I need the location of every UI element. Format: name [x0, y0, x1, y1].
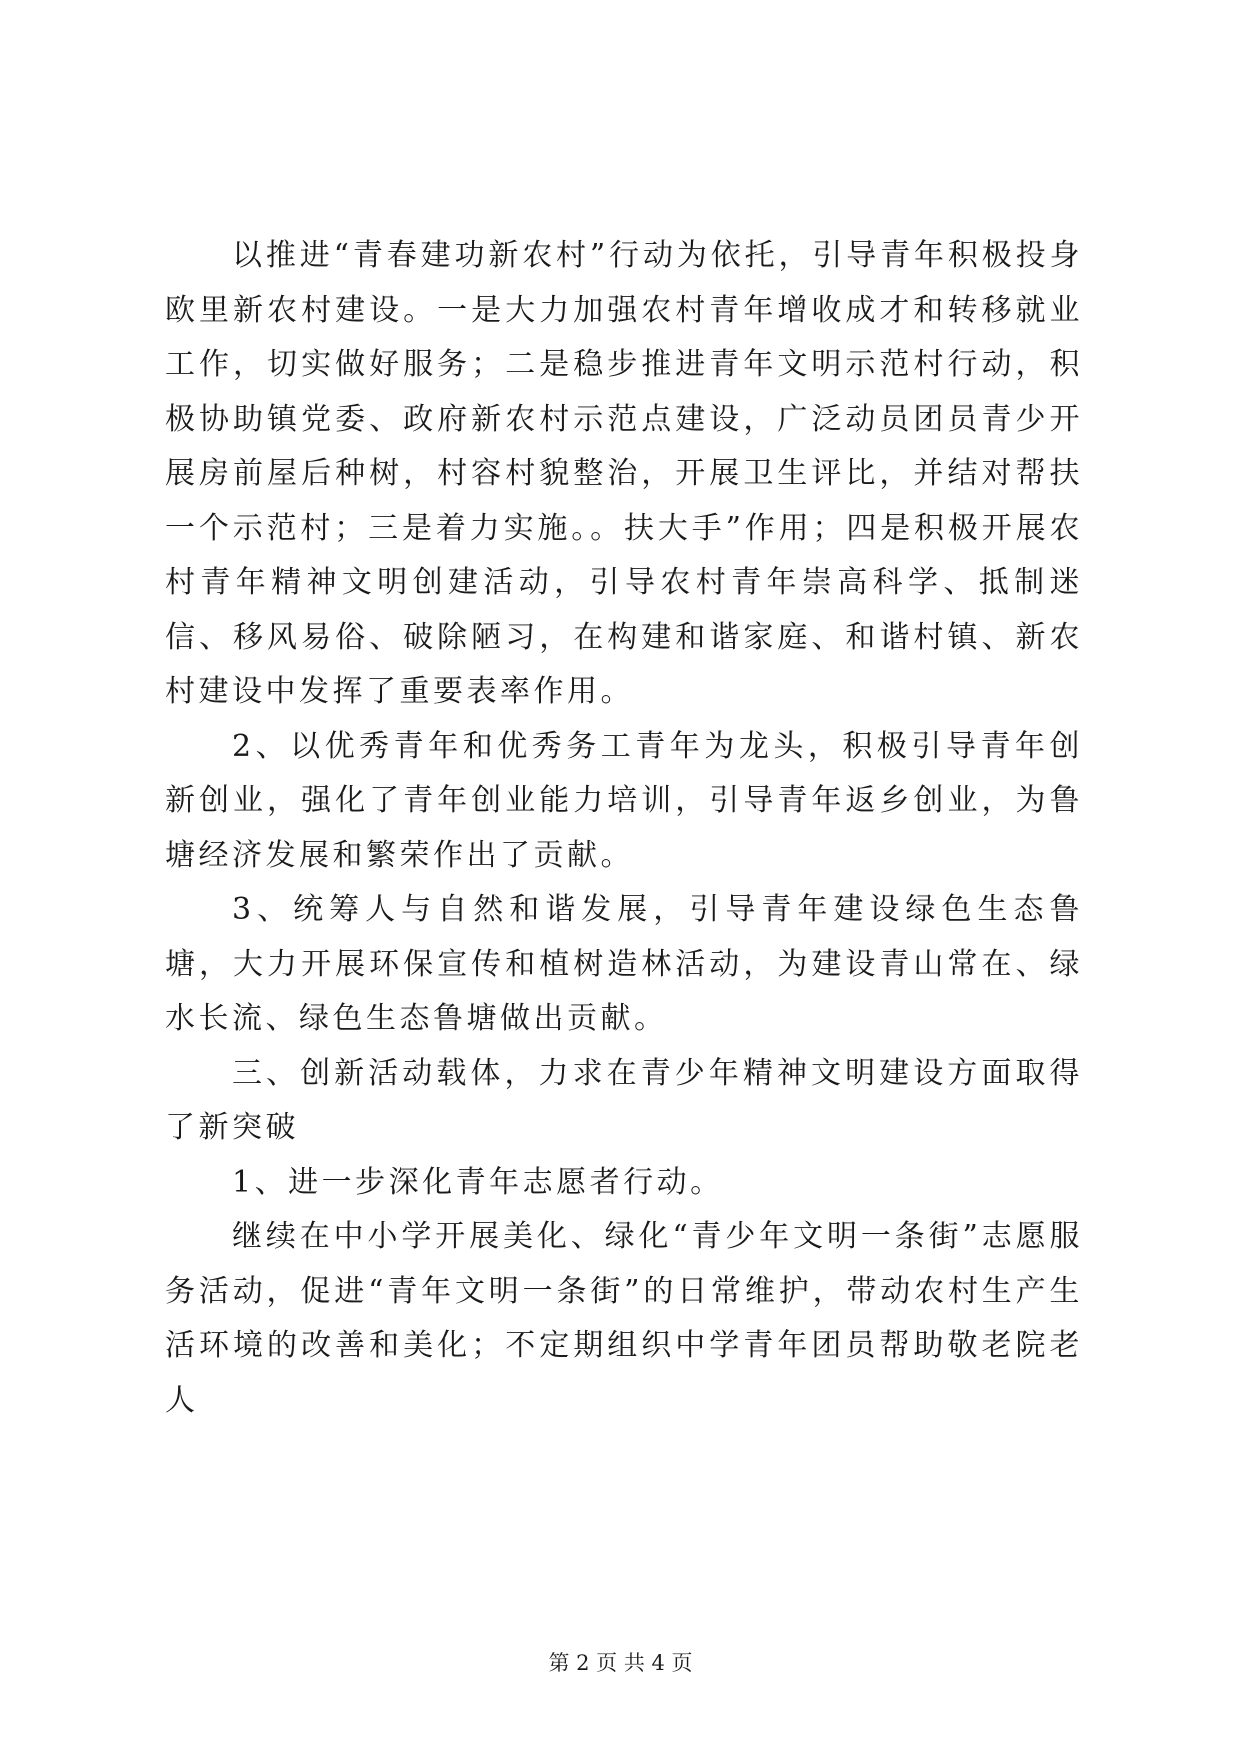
- paragraph: 继续在中小学开展美化、绿化“青少年文明一条街”志愿服务活动，促进“青年文明一条街”的日常维护，带动农村生产生活环境的改善和美化；不定期组织中学青年团员帮助敬老院老人: [165, 1219, 1083, 1418]
- paragraph: 3、统筹人与自然和谐发展，引导青年建设绿色生态鲁塘，大力开展环保宣传和植树造林活动，为建设青山常在、绿水长流、绿色生态鲁塘做出贡献。: [165, 892, 1083, 1036]
- document-body: [165, 229, 1083, 1428]
- page-number-footer: 第 2 页 共 4 页: [548, 1651, 693, 1675]
- section-heading: 三、创新活动载体，力求在青少年精神文明建设方面取得了新突破: [165, 1055, 1083, 1145]
- subsection-heading: 1、进一步深化青年志愿者行动。: [232, 1164, 724, 1200]
- paragraph: 以推进“青春建功新农村”行动为依托，引导青年积极投身欧里新农村建设。一是大力加强农村青年增收成才和转移就业工作，切实做好服务；二是稳步推进青年文明示范村行动，积极协助镇党委、政府新农村示范点建设，广泛动员团员青少开展房前屋后种树，村容村貌整治，开展卫生评比，并结对帮扶一个示范村；三是着力实施。。扶大手”作用；四是积极开展农村青年精神文明创建活动，引导农村青年崇高科学、抵制迷信、移风易俗、破除陋习，在构建和谐家庭、和谐村镇、新农村建设中发挥了重要表率作用。: [165, 238, 1083, 709]
- paragraph: 2、以优秀青年和优秀务工青年为龙头，积极引导青年创新创业，强化了青年创业能力培训，引导青年返乡创业，为鲁塘经济发展和繁荣作出了贡献。: [165, 728, 1083, 873]
